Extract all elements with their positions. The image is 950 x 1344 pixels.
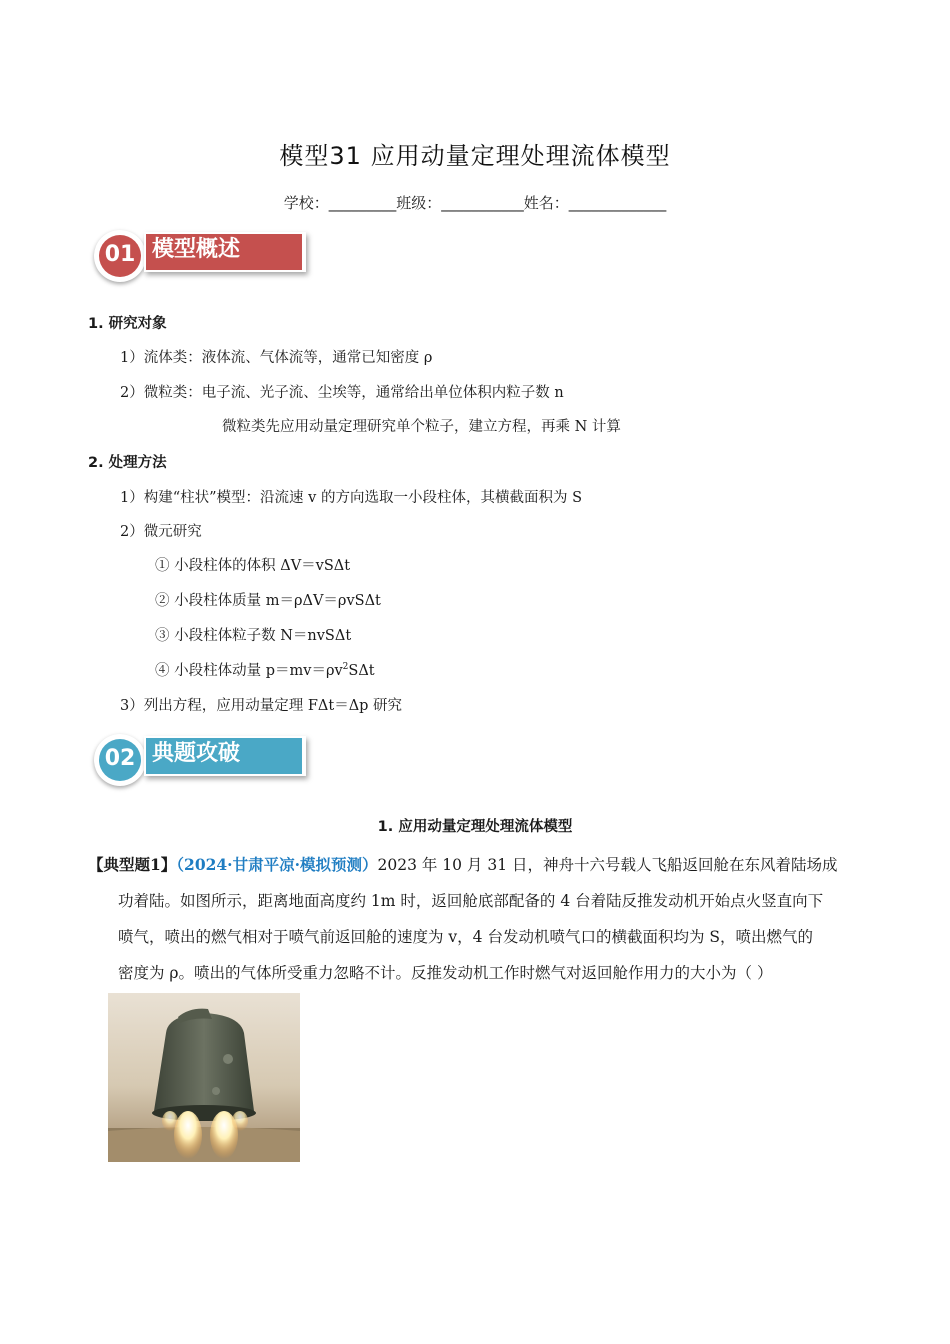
section-title: 模型概述 — [146, 234, 302, 270]
section-title-bar — [144, 736, 306, 776]
section-title-bar — [144, 232, 306, 272]
sub-mass: ② 小段柱体质量 m＝ρΔV＝ρvSΔt — [155, 593, 381, 609]
section-number-badge — [94, 230, 146, 282]
section-number-badge — [94, 734, 146, 786]
problem-text: 2023 年 10 月 31 日，神舟十六号载人飞船返回舱在东风着陆场成 — [377, 856, 838, 874]
sub-momentum-text: ④ 小段柱体动量 p＝mv＝ρv — [155, 663, 343, 679]
capsule-landing-photo — [108, 993, 300, 1162]
sub-momentum-exponent: 2 — [342, 662, 349, 673]
problem-line: 密度为 ρ。喷出的气体所受重力忽略不计。反推发动机工作时燃气对返回舱作用力的大小为（ ） — [118, 964, 773, 982]
student-info-line: 学校：_________班级：___________姓名：_____________ — [283, 194, 667, 212]
problem-source: （2024·甘肃平凉·模拟预测） — [176, 855, 378, 874]
section-number: 01 — [99, 235, 141, 277]
section-title: 典题攻破 — [146, 738, 302, 774]
sub-momentum — [155, 659, 375, 680]
particle-note: 微粒类先应用动量定理研究单个粒子，建立方程，再乘 N 计算 — [222, 419, 621, 435]
problem-label: 【典型题1】 — [88, 855, 177, 874]
step-equation: 3）列出方程，应用动量定理 FΔt＝Δp 研究 — [120, 698, 403, 714]
step-build-model: 1）构建“柱状”模型：沿流速 v 的方向选取一小段柱体，其横截面积为 S — [120, 490, 583, 506]
step-micro-element: 2）微元研究 — [120, 524, 202, 540]
page-title: 模型31 应用动量定理处理流体模型 — [279, 142, 671, 170]
sub-volume: ① 小段柱体的体积 ΔV＝vSΔt — [155, 558, 351, 574]
item-fluid-type: 1）流体类：液体流、气体流等，通常已知密度 ρ — [120, 350, 433, 366]
sub-particle-count: ③ 小段柱体粒子数 N＝nvSΔt — [155, 628, 352, 644]
heading-method: 2. 处理方法 — [88, 455, 167, 471]
problem-line: 功着陆。如图所示，距离地面高度约 1m 时，返回舱底部配备的 4 台着陆反推发动机开始点火竖直向下 — [118, 892, 824, 910]
item-particle-type: 2）微粒类：电子流、光子流、尘埃等，通常给出单位体积内粒子数 n — [120, 385, 564, 401]
problem-line: 喷气，喷出的燃气相对于喷气前返回舱的速度为 v，4 台发动机喷气口的横截面积均为 S，喷出燃气的 — [118, 928, 814, 946]
section-number: 02 — [99, 739, 141, 781]
subsection-heading: 1. 应用动量定理处理流体模型 — [377, 819, 573, 835]
problem-line — [88, 847, 868, 883]
heading-research-object: 1. 研究对象 — [88, 316, 167, 332]
problem-block — [88, 847, 868, 991]
sub-momentum-tail: SΔt — [348, 663, 375, 679]
